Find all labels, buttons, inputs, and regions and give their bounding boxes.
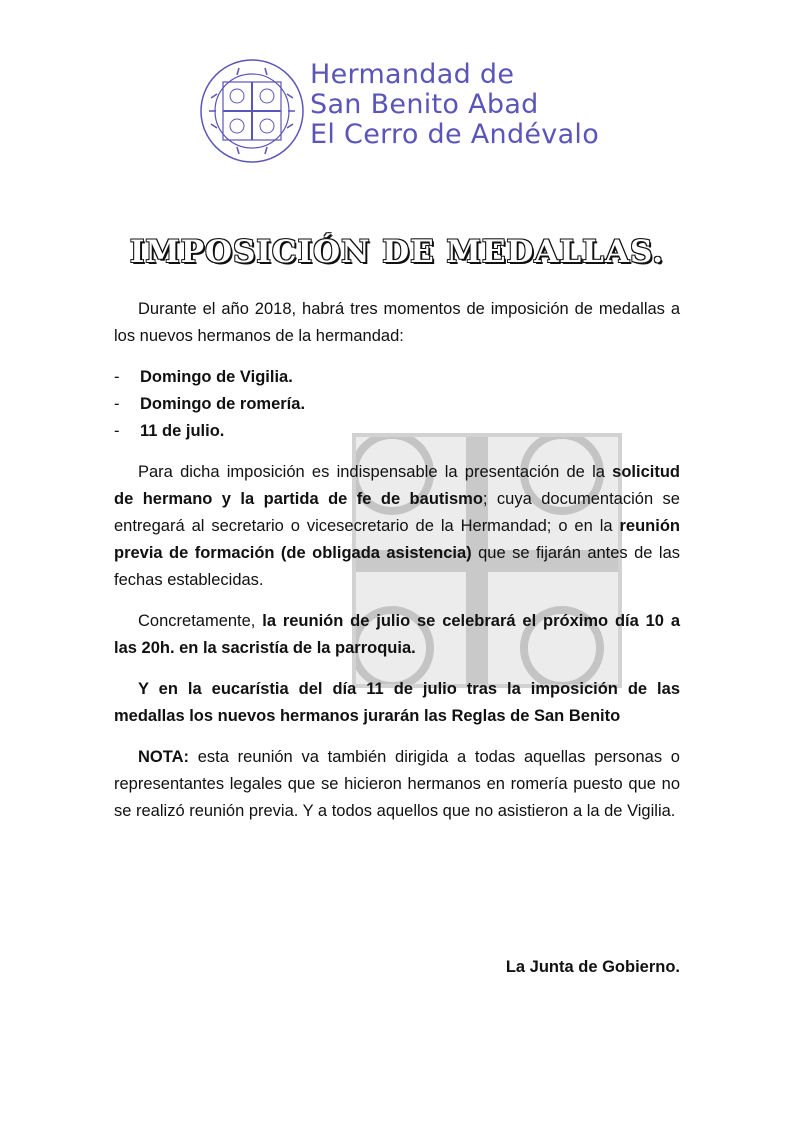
organization-name bbox=[310, 60, 599, 150]
list-item: - Domingo de romería. bbox=[114, 395, 306, 413]
letterhead bbox=[195, 52, 615, 170]
letter-body bbox=[114, 296, 680, 839]
list-item: - 11 de julio. bbox=[114, 422, 225, 440]
org-line-1: Hermandad de bbox=[310, 59, 515, 90]
ceremony-dates-list bbox=[114, 364, 680, 445]
text: ; cuya documentación se entregará al secretario o vicesecretario de la Hermandad; o en la bbox=[114, 490, 680, 535]
list-item-label: 11 de julio. bbox=[140, 422, 225, 440]
list-item-label: Domingo de romería. bbox=[140, 395, 306, 413]
list-item-label: Domingo de Vigilia. bbox=[140, 368, 293, 386]
bold-text: la reunión de julio se celebrará el próximo día 10 a las 20h. en la sacristía de la parroquia. bbox=[114, 612, 680, 657]
paragraph-requirements bbox=[114, 459, 680, 594]
text: Para dicha imposición es indispensable la presentación de la bbox=[138, 463, 613, 481]
list-item: - Domingo de Vigilia. bbox=[114, 368, 293, 386]
bold-text: reunión previa de formación (de obligada asistencia) bbox=[114, 517, 680, 562]
bold-text: solicitud de hermano y la partida de fe de bautismo bbox=[114, 463, 680, 508]
paragraph-july-meeting bbox=[114, 608, 680, 662]
org-line-3: El Cerro de Andévalo bbox=[310, 119, 600, 150]
text: Concretamente, bbox=[138, 612, 263, 630]
org-line-2: San Benito Abad bbox=[310, 89, 539, 120]
paragraph-intro: Durante el año 2018, habrá tres momentos de imposición de medallas a los nuevos hermanos de la hermandad: bbox=[114, 300, 680, 345]
text: que se fijarán antes de las fechas establecidas. bbox=[114, 544, 680, 589]
signature: La Junta de Gobierno. bbox=[505, 958, 680, 976]
paragraph-note bbox=[114, 744, 680, 825]
paragraph-eucharist: Y en la eucarístia del día 11 de julio tras la imposición de las medallas los nuevos hermanos jurarán las Reglas de San Benito bbox=[114, 680, 680, 725]
note-text: esta reunión va también dirigida a todas aquellas personas o representantes legales que se hicieron hermanos en romería puesto que no se realizó reunión previa. Y a todos aquellos que no asistieron a la de Vigilia. bbox=[114, 748, 680, 820]
note-label: NOTA: bbox=[138, 748, 190, 766]
brotherhood-seal-logo bbox=[199, 58, 305, 164]
page-title: IMPOSICIÓN DE MEDALLAS. bbox=[129, 234, 665, 270]
